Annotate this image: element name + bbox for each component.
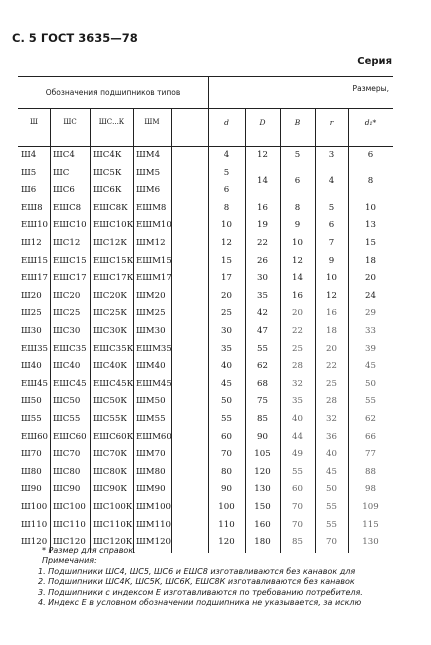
table-cell: 29 (365, 308, 376, 319)
table-cell: 5 (294, 150, 301, 160)
column-header: d (224, 118, 229, 127)
column-header: r (329, 118, 334, 127)
table-cell: 130 (362, 537, 379, 548)
table-cell: ЕШС17К (93, 273, 134, 284)
note-line: 3. Подшипники с индексом Е изготавливаются по требованию потребителя. (38, 587, 363, 597)
table-cell: 35 (292, 396, 303, 407)
table-cell: 19 (257, 220, 268, 231)
table-cell: 22 (292, 326, 303, 336)
table-cell: 33 (365, 326, 376, 336)
table-cell: ЕШМ8 (136, 202, 167, 213)
table-cell: ШМ90 (136, 484, 166, 495)
table-cell: ШС55К (93, 414, 127, 424)
table-cell: 7 (328, 238, 335, 248)
table-cell: Ш5 (21, 167, 37, 178)
column-header: d₁* (364, 118, 377, 127)
table-cell (348, 182, 393, 200)
table-cell: 12 (257, 150, 268, 160)
table-cell: ШС25 (53, 308, 81, 319)
table-cell: 44 (292, 431, 303, 442)
table-cell: 12 (292, 255, 303, 266)
table-cell: 90 (257, 431, 268, 442)
table-cell: 36 (326, 431, 337, 442)
table-cell: 12 (221, 238, 232, 248)
table-cell: 6 (367, 150, 374, 160)
table-cell: 115 (362, 519, 379, 530)
table-cell: 5 (223, 167, 230, 178)
note-line: * Размер для справок. (42, 546, 136, 555)
table-cell: ШС80К (93, 466, 127, 477)
table-cell: 22 (257, 238, 268, 248)
table-cell: 35 (257, 290, 268, 301)
column-header: ШС...К (98, 118, 125, 126)
table-cell: ЕШМ17 (136, 273, 172, 284)
column-header: ШМ (144, 118, 160, 126)
table-cell: ШС20К (93, 290, 127, 301)
table-cell: 110 (218, 519, 235, 530)
table-cell: Ш70 (21, 449, 42, 460)
table-cell: ШС4К (93, 150, 122, 160)
table-cell: 66 (365, 431, 376, 442)
table-cell: 8 (294, 202, 301, 213)
table-cell: ШС5К (93, 167, 122, 178)
table-cell: 90 (221, 484, 232, 495)
table-cell: ШС120К (93, 537, 133, 548)
table-cell: 109 (362, 502, 379, 512)
table-cell: ЕШС45 (53, 378, 87, 389)
table-cell: 60 (221, 431, 232, 442)
table-cell: 68 (257, 378, 268, 389)
table-cell: ШС40К (93, 361, 127, 372)
table-cell: 49 (292, 449, 303, 460)
table-cell: 15 (365, 238, 376, 248)
table-cell: ШС100К (93, 502, 133, 512)
column-header: B (294, 118, 301, 127)
table-cell: 30 (257, 273, 268, 284)
table-cell: ШМ80 (136, 466, 166, 477)
table-cell: ЕШС8 (53, 202, 82, 213)
column-header: D (259, 118, 266, 127)
table-cell: 70 (292, 519, 303, 530)
table-cell: ЕШС35К (93, 343, 134, 354)
table-cell: ШС12К (93, 238, 127, 248)
table-cell: 14 (257, 176, 268, 187)
table-cell: ЕШМ35 (136, 343, 172, 354)
table-cell: 16 (326, 308, 337, 319)
table-cell: 8 (367, 176, 374, 187)
table-cell: 60 (292, 484, 303, 495)
table-cell: 55 (257, 343, 268, 354)
table-cell: ШС12 (53, 238, 81, 248)
table-cell: ШС25К (93, 308, 127, 319)
table-cell: 45 (221, 378, 232, 389)
table-cell: Ш12 (21, 238, 42, 248)
table-cell: ШМ6 (136, 185, 161, 196)
table-cell: ШС110 (53, 519, 86, 530)
note-line: 2. Подшипники ШС4К, ШС5К, ШС6К, ЕШС8К изготавливаются без канавок (38, 577, 355, 587)
table-cell: 62 (257, 361, 268, 372)
table-cell: 160 (254, 519, 271, 530)
table-cell: 10 (326, 273, 337, 284)
table-cell: 45 (365, 361, 376, 372)
table-cell: ШМ5 (136, 167, 161, 178)
table-cell: ШС40 (53, 361, 81, 372)
table-rule (18, 108, 393, 109)
table-cell: 105 (254, 449, 271, 460)
table-cell: ШМ120 (136, 537, 172, 548)
table-cell: Ш110 (21, 519, 48, 530)
column-header: Ш (30, 118, 38, 126)
table-cell: ЕШ35 (21, 343, 49, 354)
table-cell: 75 (257, 396, 268, 407)
table-cell: ЕШ15 (21, 255, 49, 266)
table-cell: ШМ110 (136, 519, 172, 530)
table-cell: ЕШ60 (21, 431, 49, 442)
table-cell: 40 (326, 449, 337, 460)
table-cell: ШС30 (53, 326, 81, 336)
table-cell: 25 (326, 378, 337, 389)
series-label: Серия (357, 56, 392, 67)
table-cell: ШС20 (53, 290, 81, 301)
table-cell: 55 (365, 396, 376, 407)
table-cell: ШМ50 (136, 396, 166, 407)
table-cell: ШС (53, 167, 70, 178)
table-cell: 85 (257, 414, 268, 424)
table-cell: 130 (254, 484, 271, 495)
table-cell: 55 (292, 466, 303, 477)
table-cell: ШС55 (53, 414, 81, 424)
table-cell: ЕШС10К (93, 220, 134, 231)
table-rule (18, 76, 393, 77)
table-cell: ЕШС17 (53, 273, 87, 284)
table-cell: 8 (223, 202, 230, 213)
table-cell: ЕШМ10 (136, 220, 172, 231)
table-cell: 6 (223, 185, 230, 196)
table-cell: Ш80 (21, 466, 42, 477)
table-cell: ШС4 (53, 150, 75, 160)
table-cell: 6 (328, 220, 335, 231)
table-cell: 85 (292, 537, 303, 548)
table-cell: Ш120 (21, 537, 48, 548)
table-cell: 22 (326, 361, 337, 372)
table-cell: 20 (221, 290, 232, 301)
table-cell: 25 (292, 343, 303, 354)
table-cell: Ш40 (21, 361, 42, 372)
table-cell: 10 (292, 238, 303, 248)
table-cell: ЕШМ60 (136, 431, 172, 442)
table-cell: 39 (365, 343, 376, 354)
table-cell (245, 182, 280, 200)
table-cell: Ш4 (21, 150, 37, 160)
table-cell: 120 (254, 466, 271, 477)
table-cell: 24 (365, 290, 376, 301)
table-cell: ЕШС35 (53, 343, 87, 354)
table-cell: 70 (326, 537, 337, 548)
table-cell: 16 (257, 202, 268, 213)
table-cell: Ш55 (21, 414, 42, 424)
table-cell: 15 (221, 255, 232, 266)
table-cell: 20 (292, 308, 303, 319)
note-line: 1. Подшипники ШС4, ШС5, ШС6 и ЕШС8 изготавливаются без канавок для (38, 566, 356, 576)
table-cell: ЕШ8 (21, 202, 43, 213)
table-cell: ШМ30 (136, 326, 166, 336)
table-cell: 98 (365, 484, 376, 495)
table-cell: 40 (221, 361, 232, 372)
table-cell: 50 (326, 484, 337, 495)
table-cell: ШМ4 (136, 150, 161, 160)
table-cell: 13 (365, 220, 376, 231)
table-cell: ШС100 (53, 502, 86, 512)
table-cell: 70 (221, 449, 232, 460)
table-cell: 47 (257, 326, 268, 336)
table-cell: 180 (254, 537, 271, 548)
table-cell: ШМ20 (136, 290, 166, 301)
table-cell: ШС90К (93, 484, 127, 495)
table-cell: 18 (326, 326, 337, 336)
table-cell: ЕШС45К (93, 378, 134, 389)
table-cell: ЕШС60К (93, 431, 134, 442)
table-cell: 16 (292, 290, 303, 301)
table-cell: 17 (221, 273, 232, 284)
table-cell: 88 (365, 466, 376, 477)
table-cell: ЕШМ15 (136, 255, 172, 266)
table-cell: 28 (326, 396, 337, 407)
table-cell: 55 (326, 519, 337, 530)
table-cell: 10 (221, 220, 232, 231)
table-cell: ЕШС15 (53, 255, 87, 266)
table-cell: ШМ40 (136, 361, 166, 372)
table-cell: 55 (326, 502, 337, 512)
table-cell: ШС50 (53, 396, 81, 407)
table-cell: ШС110К (93, 519, 133, 530)
table-cell: 50 (221, 396, 232, 407)
table-cell: ЕШ17 (21, 273, 49, 284)
table-cell: ШМ12 (136, 238, 166, 248)
table-cell: 77 (365, 449, 376, 460)
table-cell: 4 (328, 176, 335, 187)
table-cell: 12 (326, 290, 337, 301)
table-cell: 18 (365, 255, 376, 266)
table-cell: ЕШМ45 (136, 378, 172, 389)
table-cell: Ш6 (21, 185, 37, 196)
table-cell: 30 (221, 326, 232, 336)
table-cell: ЕШС10 (53, 220, 87, 231)
note-line: Примечания: (42, 556, 97, 566)
table-cell: 6 (294, 176, 301, 187)
table-cell: Ш20 (21, 290, 42, 301)
table-cell: ШС30К (93, 326, 127, 336)
table-cell: Ш30 (21, 326, 42, 336)
bearing-dimensions-table (18, 76, 393, 548)
table-cell: 40 (292, 414, 303, 424)
table-cell: ЕШ10 (21, 220, 49, 231)
table-cell: 100 (218, 502, 235, 512)
table-cell: 50 (365, 378, 376, 389)
table-cell: 9 (328, 255, 335, 266)
page-header: С. 5 ГОСТ 3635—78 (12, 31, 138, 45)
notes-block (38, 546, 423, 608)
table-cell: ШС6 (53, 185, 75, 196)
table-cell (280, 182, 315, 200)
table-cell (315, 182, 348, 200)
table-cell: 150 (254, 502, 271, 512)
table-cell: 20 (326, 343, 337, 354)
table-cell: 32 (326, 414, 337, 424)
dimensions-caption: Размеры, (352, 84, 389, 93)
table-cell: 80 (221, 466, 232, 477)
table-cell: 45 (326, 466, 337, 477)
table-cell: ЕШС15К (93, 255, 134, 266)
table-cell: 14 (292, 273, 303, 284)
table-cell: 10 (365, 202, 376, 213)
table-cell: ШМ25 (136, 308, 166, 319)
table-cell: ЕШС60 (53, 431, 87, 442)
table-cell: 25 (221, 308, 232, 319)
table-cell: 20 (365, 273, 376, 284)
table-cell: 9 (294, 220, 301, 231)
table-cell: ЕШ45 (21, 378, 49, 389)
table-cell: 70 (292, 502, 303, 512)
table-cell: 32 (292, 378, 303, 389)
table-cell: 26 (257, 255, 268, 266)
table-cell: ШМ70 (136, 449, 166, 460)
table-cell: ШС6К (93, 185, 122, 196)
table-cell: ЕШС8К (93, 202, 128, 213)
table-cell: ШС90 (53, 484, 81, 495)
table-cell: Ш50 (21, 396, 42, 407)
table-cell: 62 (365, 414, 376, 424)
table-cell: 35 (221, 343, 232, 354)
table-cell: ШМ55 (136, 414, 166, 424)
table-rule (171, 108, 172, 553)
table-cell: 42 (257, 308, 268, 319)
table-cell: 3 (328, 150, 335, 160)
table-cell: ШС70 (53, 449, 81, 460)
table-cell: Ш100 (21, 502, 48, 512)
table-cell: Ш90 (21, 484, 42, 495)
table-cell: 55 (221, 414, 232, 424)
table-cell: 5 (328, 202, 335, 213)
table-cell: Ш25 (21, 308, 42, 319)
table-cell: 4 (223, 150, 230, 160)
table-cell: ШС80 (53, 466, 81, 477)
table-cell: ШМ100 (136, 502, 172, 512)
table-cell: ШС50К (93, 396, 127, 407)
table-cell: ШС70К (93, 449, 127, 460)
designation-caption: Обозначения подшипников типов (45, 88, 181, 97)
note-line: 4. Индекс Е в условном обозначении подшипника не указывается, за исклю (38, 598, 362, 608)
table-cell: ШС120 (53, 537, 86, 548)
table-cell: 28 (292, 361, 303, 372)
column-header: ШС (63, 118, 77, 126)
table-cell: 120 (218, 537, 235, 548)
